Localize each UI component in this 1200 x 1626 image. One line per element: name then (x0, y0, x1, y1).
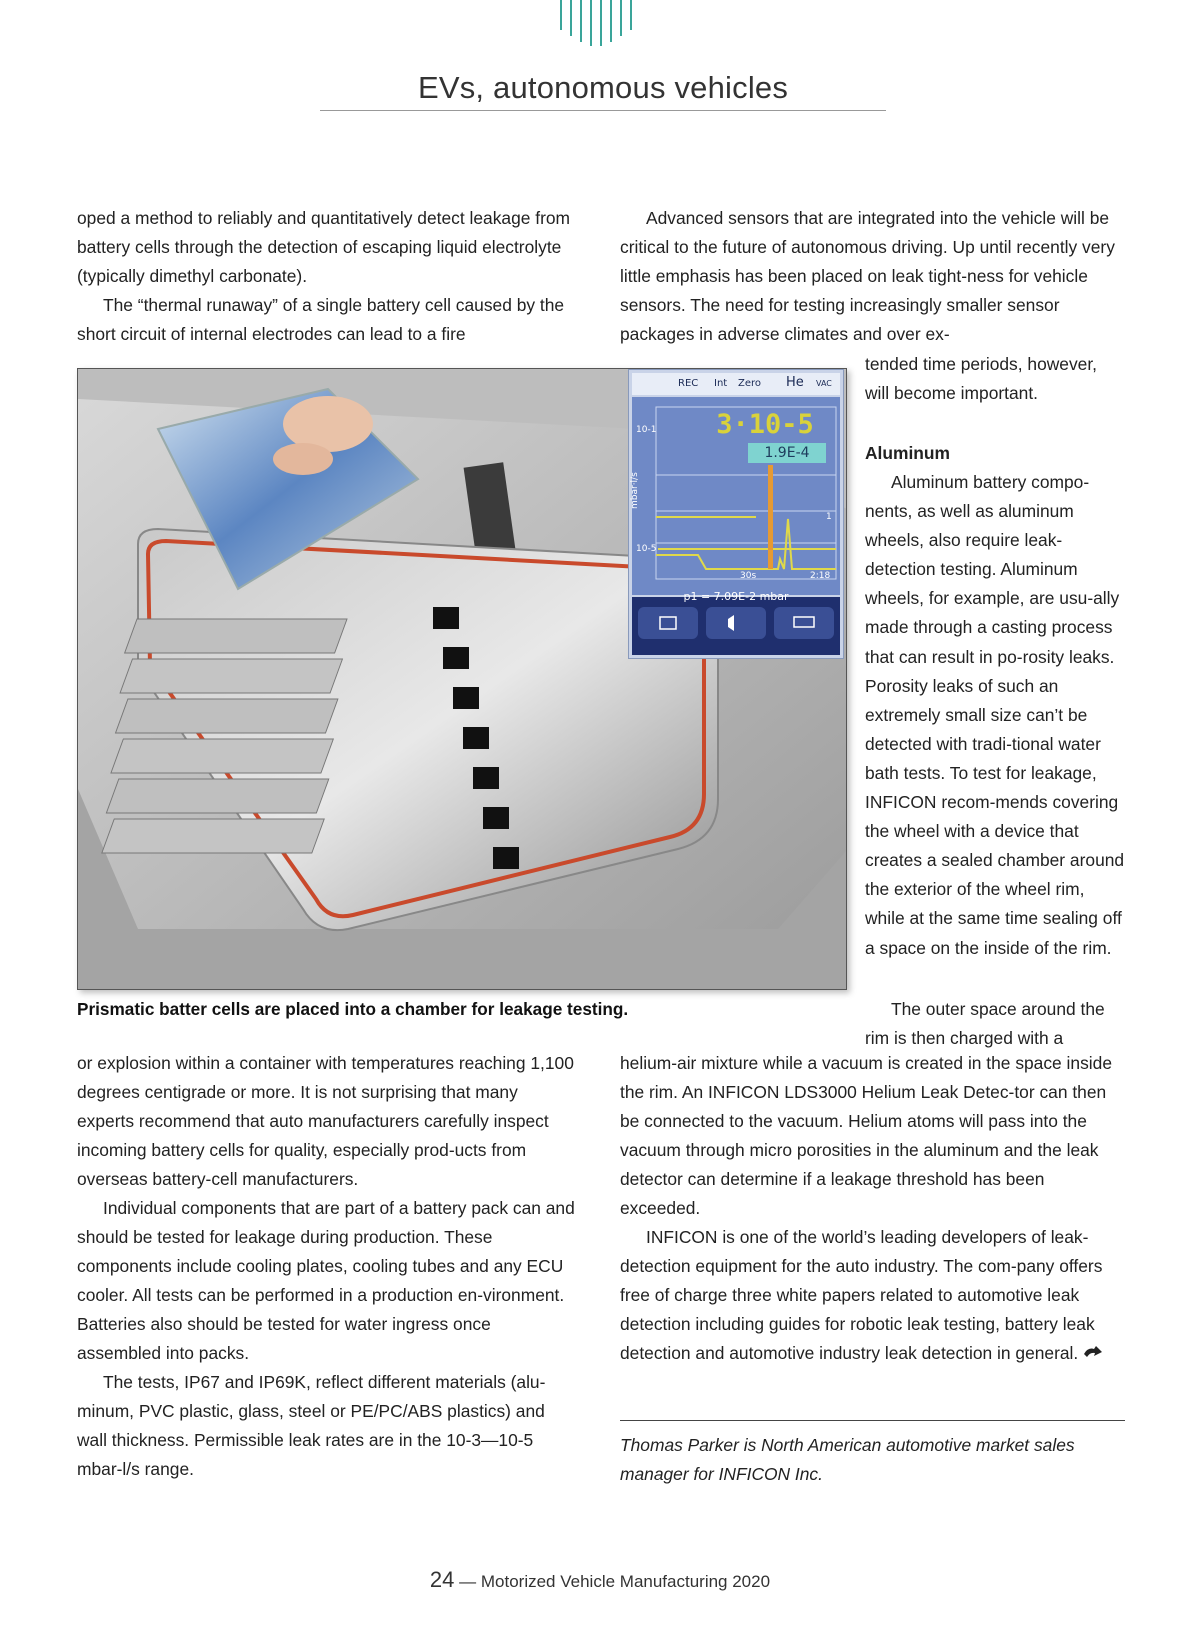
left-paragraph-5: The tests, IP67 and IP69K, reflect different materials (alu-minum, PVC plastic, glass, steel or PE/PC/ABS plastics) and wall thickness. Permissible leak rates are in the 10-3—10-5 mbar-l/s range. (77, 1372, 546, 1480)
display-gas-label: He (786, 375, 804, 390)
display-y-unit: mbar·l/s (630, 472, 640, 509)
page-number: 24 (429, 1567, 455, 1592)
footer-dash: — (459, 1572, 477, 1591)
left-paragraph-2: The “thermal runaway” of a single battery cell caused by the short circuit of internal electrodes can lead to a fire (77, 295, 565, 345)
display-vac-label: VAC (816, 379, 832, 388)
page-footer (0, 1567, 1200, 1593)
left-paragraph-4: Individual components that are part of a battery pack can and should be tested for leakage during production. These components include cooling plates, cooling tubes and any ECU cooler. All tests can be performed in a production en-vironment. Batteries also should be tested for water ingress once assembled into packs. (77, 1198, 575, 1364)
right-paragraph-1-continued: tended time periods, however, will become important. (865, 354, 1098, 404)
display-zero-label: Zero (738, 378, 762, 389)
display-y-bottom: 10-5 (636, 544, 657, 554)
publication-name: Motorized Vehicle Manufacturing 2020 (480, 1572, 771, 1591)
right-paragraph-1: Advanced sensors that are integrated into the vehicle will be critical to the future of autonomous driving. Up until recently very little emphasis has been placed on leak tight-ness for vehicle sensors. The need for testing increasingly smaller sensor packages in adverse climates and over ex- (620, 208, 1115, 345)
aluminum-paragraph: Aluminum battery compo-nents, as well as aluminum wheels, also require leak-detection testing. Aluminum wheels, for example, are usu-ally made through a casting process that can result in po-rosity leaks. Porosity leaks of such an extremely small size can’t be detected with tradi-tional water bath tests. To test for leakage, INFICON recom-mends covering the wheel with a device that creates a sealed chamber around the exterior of the wheel rim, while at the same time sealing off a space on the inside of the rim. (865, 472, 1125, 958)
leak-detector-display (628, 369, 844, 659)
header-decoration (556, 0, 646, 48)
end-mark-icon (1082, 1345, 1104, 1361)
display-int-label: Int (714, 378, 728, 389)
display-pressure: p1 = 7.09E-2 mbar (683, 590, 789, 603)
outer-space-paragraph-start: The outer space around the rim is then charged with a (865, 999, 1105, 1049)
display-boxed-value: 1.9E-4 (748, 443, 826, 463)
left-paragraph-3: or explosion within a container with temperatures reaching 1,100 degrees centigrade or more. It is not surprising that many experts recommend that auto manufacturers carefully inspect incoming battery cells for quality, especially prod-ucts from overseas battery-cell manufacturers. (77, 1053, 574, 1190)
outer-space-paragraph-continued: helium-air mixture while a vacuum is created in the space inside the rim. An INFICON LDS3000 Helium Leak Detec-tor can then be connected to the vacuum. Helium atoms will pass into the vacuum through micro porosities in the aluminum and the leak detector can determine if a leakage threshold has been exceeded. (620, 1053, 1112, 1219)
section-title: EVs, autonomous vehicles (417, 70, 789, 105)
display-time-end: 2:18 (810, 571, 831, 581)
figure-caption: Prismatic batter cells are placed into a chamber for leakage testing. (77, 999, 629, 1019)
inficon-paragraph-text: INFICON is one of the world’s leading developers of leak-detection equipment for the auto industry. The com-pany offers free of charge three white papers related to automotive leak detection including guides for robotic leak testing, battery leak detection and automotive industry leak detection in general. (620, 1227, 1103, 1364)
right-paragraph-4 (620, 1223, 1125, 1368)
author-rule (620, 1420, 1125, 1421)
left-paragraph-1: oped a method to reliably and quantitatively detect leakage from battery cells through the detection of escaping liquid electrolyte (typically dimethyl carbonate). (77, 208, 571, 287)
subheading-aluminum: Aluminum (865, 443, 951, 463)
display-time-span: 30s (740, 571, 757, 581)
display-right-mark: 1 (826, 512, 832, 522)
author-note: Thomas Parker is North American automotive market sales manager for INFICON Inc. (620, 1435, 1075, 1485)
figure-photo (77, 368, 847, 990)
display-reading: 3·10-5 (716, 409, 814, 440)
header-rule (320, 110, 886, 111)
display-rec-label: REC (678, 378, 699, 389)
display-y-top: 10-1 (636, 425, 657, 435)
